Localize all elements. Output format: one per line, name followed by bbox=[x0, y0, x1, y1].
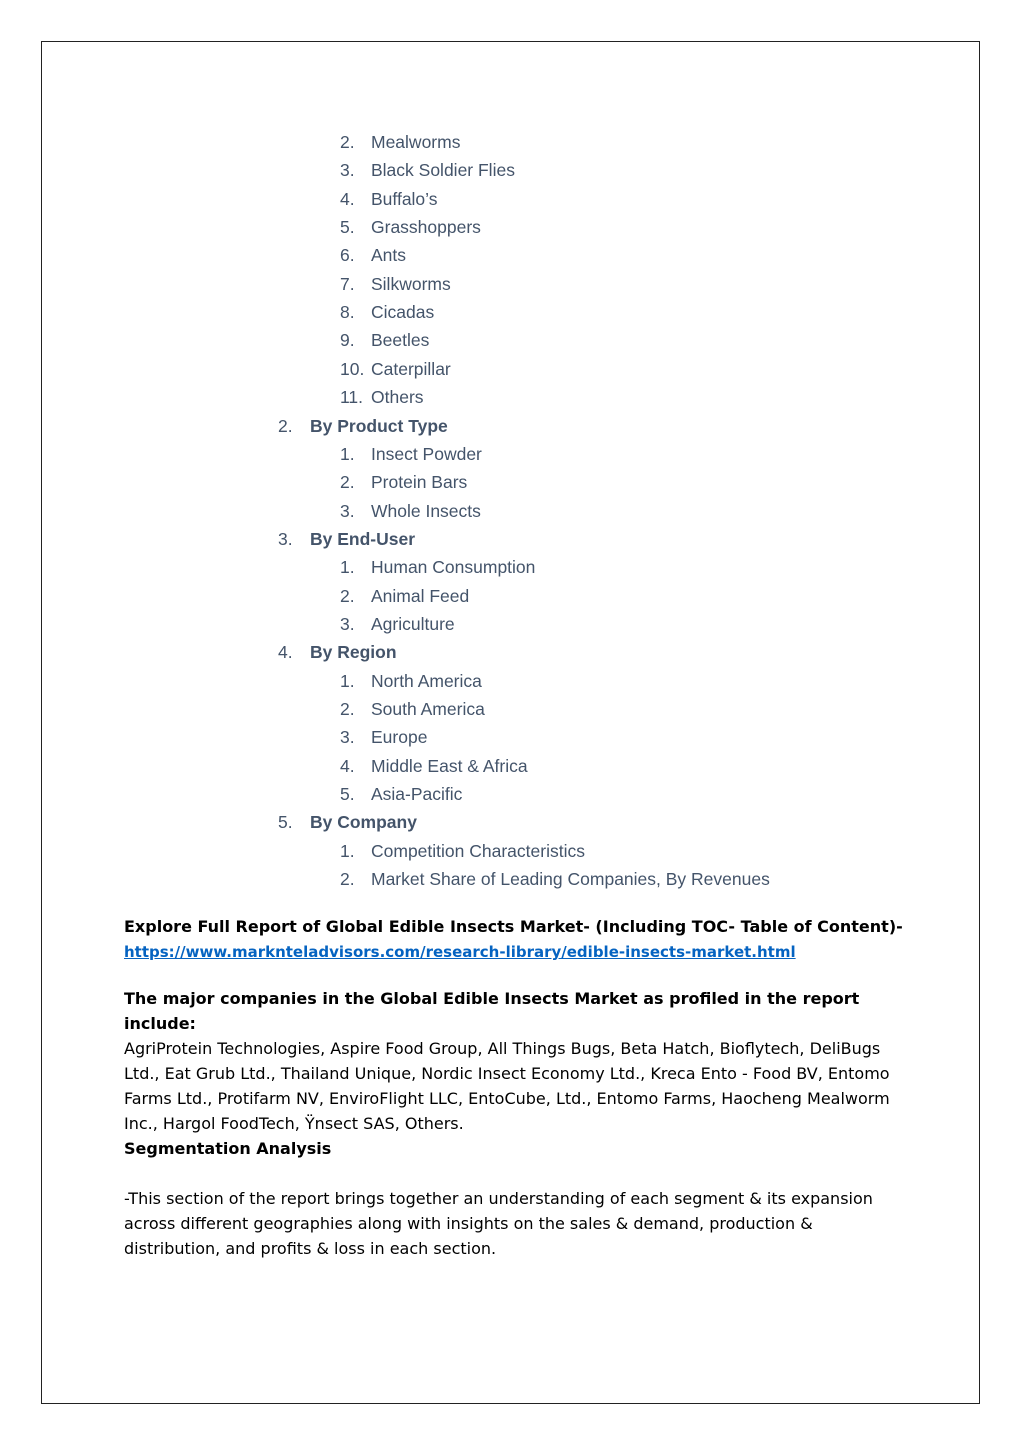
outline-number: 6. bbox=[340, 245, 355, 266]
outline-number: 2. bbox=[340, 472, 355, 493]
segmentation-section bbox=[124, 1136, 914, 1261]
companies-section bbox=[124, 986, 914, 1136]
outline-text: Asia-Pacific bbox=[371, 784, 463, 805]
outline-text: Human Consumption bbox=[371, 557, 536, 578]
outline-text: By Region bbox=[310, 642, 397, 663]
outline-text: South America bbox=[371, 699, 485, 719]
outline-number: 1. bbox=[340, 840, 355, 861]
outline-text: By Product Type bbox=[310, 415, 448, 436]
outline-number: 2. bbox=[340, 869, 355, 890]
outline-text: Silkworms bbox=[371, 273, 451, 294]
outline-number: 5. bbox=[340, 217, 355, 238]
outline-number: 8. bbox=[340, 302, 355, 323]
outline-text: North America bbox=[371, 670, 482, 691]
outline-number: 4. bbox=[340, 755, 355, 776]
outline-number: 1. bbox=[340, 443, 355, 464]
outline-number: 4. bbox=[278, 642, 293, 663]
outline-text: Beetles bbox=[371, 330, 430, 351]
companies-heading: The major companies in the Global Edible Insects Market as profiled in the report include: bbox=[124, 989, 860, 1033]
segmentation-heading: Segmentation Analysis bbox=[124, 1139, 332, 1158]
outline-text: Mealworms bbox=[371, 132, 461, 152]
outline-text: Insect Powder bbox=[371, 443, 482, 464]
outline-number: 2. bbox=[278, 415, 293, 436]
outline-text: By Company bbox=[310, 812, 417, 833]
outline-text: Europe bbox=[371, 727, 428, 748]
segmentation-text: -This section of the report brings together an understanding of each segment & its expansion across different geographies along with insights on the sales & demand, production & distribution, and profits & loss in each section. bbox=[124, 1189, 873, 1258]
outline-text: Caterpillar bbox=[371, 358, 451, 379]
report-link[interactable]: https://www.marknteladvisors.com/research-library/edible-insects-market.html bbox=[124, 943, 796, 961]
outline-text: Cicadas bbox=[371, 302, 435, 323]
outline-text: Grasshoppers bbox=[371, 217, 481, 238]
outline-text: By End-User bbox=[310, 528, 416, 549]
outline-number: 5. bbox=[340, 784, 355, 805]
outline-text: Ants bbox=[371, 245, 407, 266]
outline-text: Competition Characteristics bbox=[371, 840, 585, 861]
outline-number: 11. bbox=[340, 387, 364, 408]
outline-number: 3. bbox=[278, 528, 293, 549]
outline-number: 1. bbox=[340, 557, 355, 578]
outline-number: 2. bbox=[340, 699, 355, 719]
outline-text: Protein Bars bbox=[371, 472, 468, 493]
outline-number: 10. bbox=[340, 358, 365, 379]
outline-text: Buffalo’s bbox=[371, 188, 438, 209]
outline-text: Animal Feed bbox=[371, 585, 470, 606]
outline-text: Whole Insects bbox=[371, 500, 481, 521]
outline-number: 2. bbox=[340, 132, 355, 152]
outline-number: 7. bbox=[340, 273, 355, 294]
outline-text: Agriculture bbox=[371, 613, 455, 634]
outline-number: 3. bbox=[340, 727, 355, 748]
outline-text: Others bbox=[371, 387, 424, 408]
outline-text: Market Share of Leading Companies, By Revenues bbox=[371, 869, 770, 890]
explore-section bbox=[124, 914, 914, 965]
outline-number: 9. bbox=[340, 330, 355, 351]
companies-text: AgriProtein Technologies, Aspire Food Group, All Things Bugs, Beta Hatch, Bioflytech, DeliBugs Ltd., Eat Grub Ltd., Thailand Unique, Nordic Insect Economy Ltd., Kreca Ento - Food BV, Entomo Farms Ltd., Protifarm NV, EnviroFlight LLC, EntoCube, Ltd., Entomo Farms, Haocheng Mealworm Inc., Hargol FoodTech, Ÿnsect SAS, Others. bbox=[124, 1039, 890, 1133]
outline-number: 5. bbox=[278, 812, 293, 833]
outline-text: Middle East & Africa bbox=[371, 755, 528, 776]
outline-text: Black Soldier Flies bbox=[371, 160, 515, 181]
explore-heading: Explore Full Report of Global Edible Insects Market- (Including TOC- Table of Content)- bbox=[124, 917, 903, 936]
outline-number: 4. bbox=[340, 188, 355, 209]
outline-number: 3. bbox=[340, 613, 355, 634]
outline-number: 2. bbox=[340, 585, 355, 606]
outline-number: 3. bbox=[340, 500, 355, 521]
outline-number: 3. bbox=[340, 160, 355, 181]
outline-number: 1. bbox=[340, 670, 355, 691]
